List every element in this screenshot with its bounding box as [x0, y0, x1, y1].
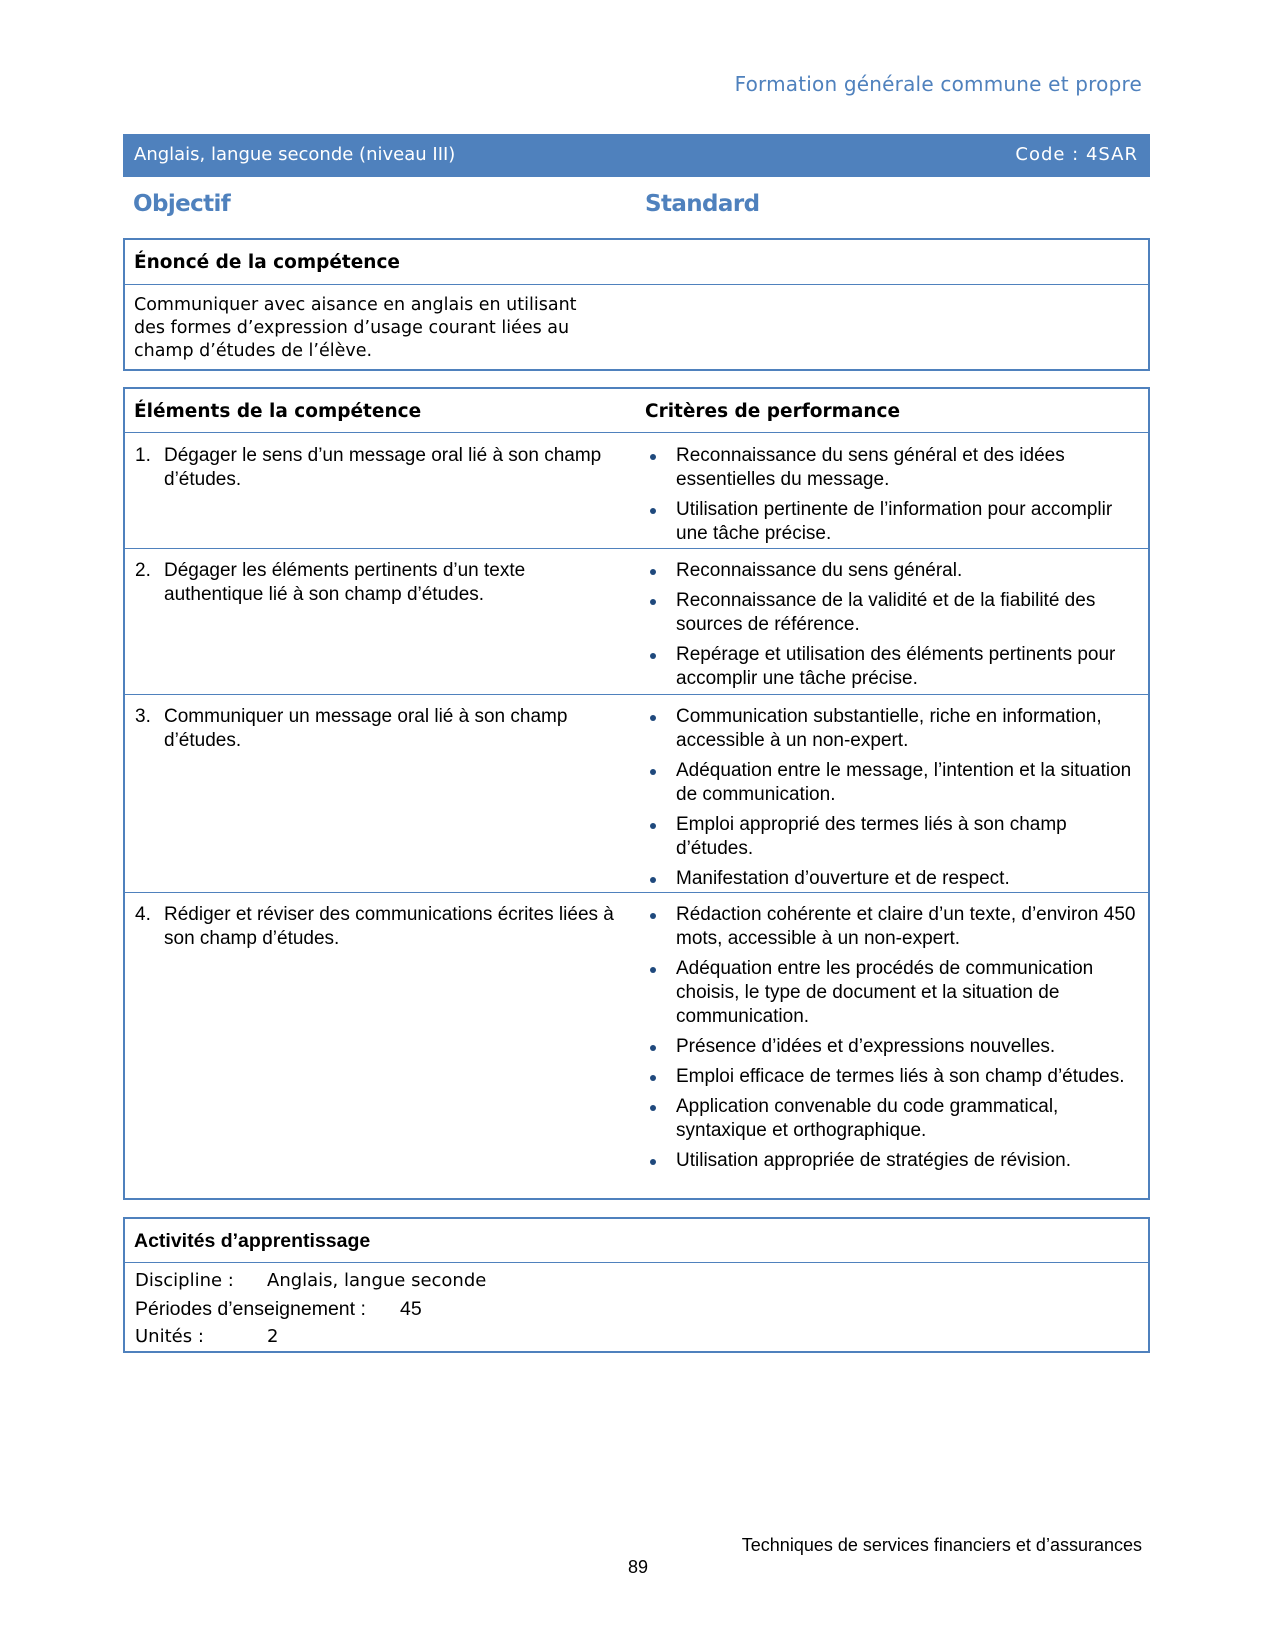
- bullet-icon: [650, 769, 656, 775]
- criterion-item: [645, 903, 1140, 951]
- bullet-icon: [650, 715, 656, 721]
- statement-text: [134, 294, 577, 363]
- activities-box-header: [125, 1219, 1148, 1263]
- criterion-text: Présence d’idées et d’expressions nouvelles.: [676, 1036, 1056, 1057]
- criterion-item: [645, 705, 1140, 753]
- criterion-item: [645, 957, 1140, 1029]
- table-row-4-element: [135, 903, 615, 951]
- standard-heading: Standard: [645, 191, 760, 217]
- element-number: 4.: [135, 904, 151, 925]
- criterion-item: [645, 559, 1140, 583]
- bullet-icon: [650, 913, 656, 919]
- element-text: Dégager le sens d’un message oral lié à son champ d’études.: [164, 445, 602, 490]
- objective-heading: Objectif: [133, 191, 231, 217]
- discipline-value: Anglais, langue seconde: [267, 1270, 487, 1291]
- bullet-icon: [650, 1159, 656, 1165]
- bullet-icon: [650, 599, 656, 605]
- units-row: [135, 1323, 278, 1351]
- element-text: Dégager les éléments pertinents d’un texte authentique lié à son champ d’études.: [164, 560, 526, 605]
- criterion-item: [645, 589, 1140, 637]
- criterion-item: [645, 498, 1140, 546]
- criterion-item: [645, 643, 1140, 691]
- element-number: 1.: [135, 445, 151, 466]
- table-row-3-element: [135, 705, 615, 753]
- statement-heading: Énoncé de la compétence: [134, 252, 400, 273]
- periods-label: Périodes d’enseignement :: [135, 1298, 366, 1320]
- criterion-item: [645, 1095, 1140, 1143]
- criterion-text: Reconnaissance du sens général.: [676, 560, 963, 581]
- activities-heading: Activités d’apprentissage: [134, 1230, 371, 1252]
- element-text: Rédiger et réviser des communications écrites liées à son champ d’études.: [164, 904, 614, 949]
- criterion-item: [645, 1149, 1140, 1173]
- criterion-text: Application convenable du code grammatical, syntaxique et orthographique.: [676, 1096, 1059, 1141]
- criterion-text: Communication substantielle, riche en information, accessible à un non-expert.: [676, 706, 1102, 751]
- statement-line: des formes d’expression d’usage courant liées au: [134, 318, 570, 338]
- statement-box: [123, 238, 1150, 371]
- table-row-4-criteria: [645, 903, 1140, 1179]
- course-title: Anglais, langue seconde (niveau III): [134, 144, 456, 165]
- criterion-item: [645, 759, 1140, 807]
- table-row-3-criteria: [645, 705, 1140, 897]
- criterion-item: [645, 867, 1140, 891]
- element-text: Communiquer un message oral lié à son champ d’études.: [164, 706, 568, 751]
- table-row-2-criteria: [645, 559, 1140, 697]
- discipline-row: [135, 1267, 486, 1295]
- bullet-icon: [650, 1105, 656, 1111]
- bullet-icon: [650, 508, 656, 514]
- table-row-1-criteria: [645, 444, 1140, 552]
- criterion-item: [645, 813, 1140, 861]
- table-row-2-element: [135, 559, 615, 607]
- element-number: 3.: [135, 706, 151, 727]
- course-code: Code : 4SAR: [1015, 144, 1138, 165]
- criterion-item: [645, 444, 1140, 492]
- discipline-label: Discipline :: [135, 1270, 234, 1291]
- periods-value: 45: [400, 1298, 422, 1320]
- table-row-1-element: [135, 444, 615, 492]
- criteria-column-header: Critères de performance: [645, 401, 901, 422]
- bullet-icon: [650, 967, 656, 973]
- criterion-text: Emploi approprié des termes liés à son champ d’études.: [676, 814, 1067, 859]
- statement-line: champ d’études de l’élève.: [134, 341, 373, 361]
- periods-row: [135, 1295, 422, 1323]
- bullet-icon: [650, 454, 656, 460]
- bullet-icon: [650, 569, 656, 575]
- criterion-text: Reconnaissance du sens général et des idées essentielles du message.: [676, 445, 1065, 490]
- elements-column-header: Éléments de la compétence: [134, 401, 422, 422]
- criterion-text: Emploi efficace de termes liés à son champ d’études.: [676, 1066, 1125, 1087]
- units-label: Unités :: [135, 1326, 204, 1347]
- statement-line: Communiquer avec aisance en anglais en utilisant: [134, 295, 577, 315]
- page-number: 89: [628, 1557, 649, 1577]
- row-divider: [125, 892, 1148, 893]
- criterion-item: [645, 1035, 1140, 1059]
- criterion-text: Utilisation appropriée de stratégies de révision.: [676, 1150, 1071, 1171]
- course-title-bar: [123, 134, 1150, 177]
- row-divider: [125, 694, 1148, 695]
- units-value: 2: [267, 1326, 279, 1347]
- learning-activities-box: [123, 1217, 1150, 1353]
- criterion-text: Rédaction cohérente et claire d’un texte, d’environ 450 mots, accessible à un non-expert.: [676, 904, 1136, 949]
- criterion-text: Utilisation pertinente de l’information pour accomplir une tâche précise.: [676, 499, 1113, 544]
- statement-box-header: [125, 240, 1148, 285]
- table-header-row: [125, 389, 1148, 433]
- row-divider: [125, 548, 1148, 549]
- criterion-text: Adéquation entre le message, l’intention et la situation de communication.: [676, 760, 1132, 805]
- bullet-icon: [650, 1045, 656, 1051]
- element-number: 2.: [135, 560, 151, 581]
- bullet-icon: [650, 653, 656, 659]
- footer-program-title: Techniques de services financiers et d’assurances: [741, 1535, 1142, 1555]
- criterion-text: Repérage et utilisation des éléments pertinents pour accomplir une tâche précise.: [676, 644, 1116, 689]
- elements-criteria-table: [123, 387, 1150, 1200]
- criterion-text: Adéquation entre les procédés de communication choisis, le type de document et la situation de communication.: [676, 958, 1094, 1027]
- criterion-item: [645, 1065, 1140, 1089]
- running-head: Formation générale commune et propre: [734, 72, 1142, 96]
- bullet-icon: [650, 1075, 656, 1081]
- bullet-icon: [650, 877, 656, 883]
- criterion-text: Reconnaissance de la validité et de la fiabilité des sources de référence.: [676, 590, 1096, 635]
- bullet-icon: [650, 823, 656, 829]
- criterion-text: Manifestation d’ouverture et de respect.: [676, 868, 1010, 889]
